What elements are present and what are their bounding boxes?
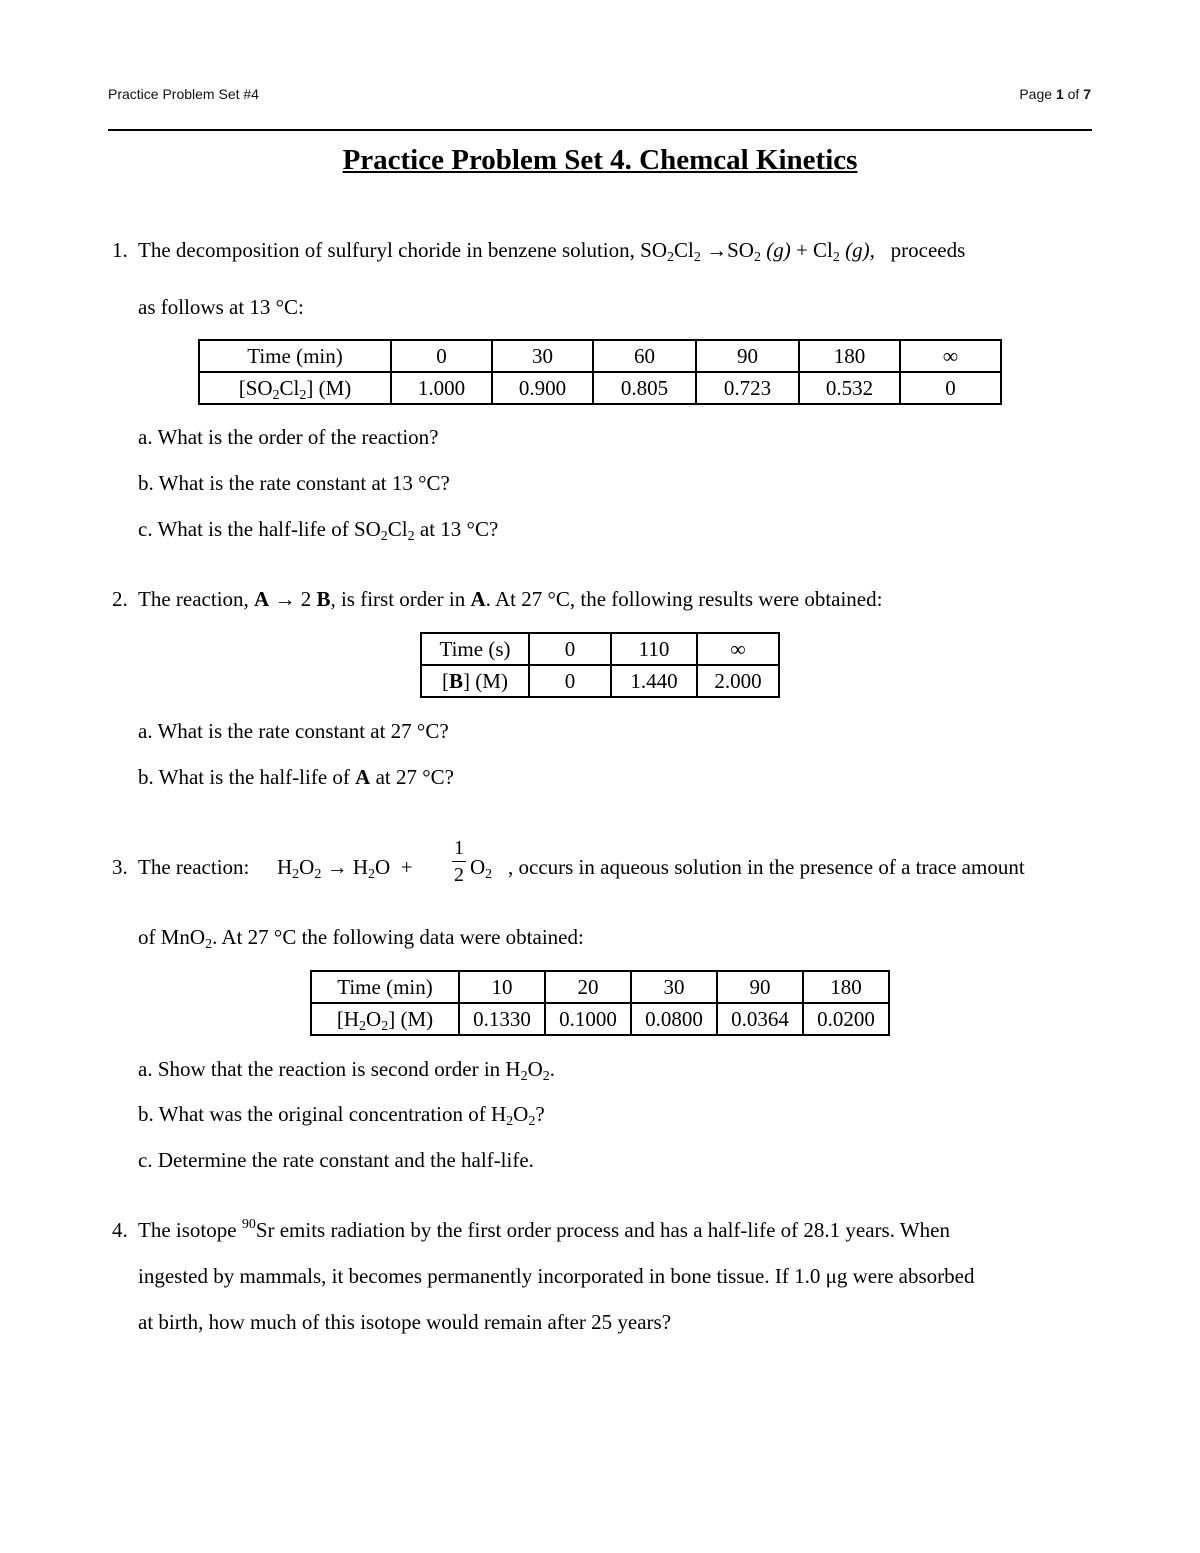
q3-fraction: $\frac{1}{2}$ — [454, 837, 464, 886]
table-header-cell: $[SO_2Cl_2]$ (M) — [199, 372, 391, 404]
of-word: of — [1067, 86, 1080, 102]
q3-statement-pre: The reaction: — [138, 855, 250, 879]
table-cell: 180 — [803, 971, 889, 1003]
table-cell: 30 — [631, 971, 717, 1003]
q1-proceeds: proceeds — [890, 238, 966, 262]
table-cell: 90 — [717, 971, 803, 1003]
table-cell: 110 — [611, 633, 697, 665]
table-cell: 0 — [900, 372, 1001, 404]
q2-statement: The reaction, A → 2 B, is first order in A. At 27 °C, the following results were obtained: — [138, 587, 883, 611]
q3-oxygen: $O_2$ — [470, 855, 493, 882]
q2-part-a: a. What is the rate constant at 27 °C? — [138, 719, 449, 743]
table-header-cell: Time (min) — [199, 340, 391, 372]
table-row — [421, 633, 779, 665]
q3-part-c: c. Determine the rate constant and the half-life. — [138, 1148, 534, 1172]
table-cell: 30 — [492, 340, 593, 372]
table-cell: ∞ — [900, 340, 1001, 372]
table-cell: 0.900 — [492, 372, 593, 404]
q3-part-a: a. Show that the reaction is second order in $H_2O_2$. — [138, 1057, 555, 1084]
q4-number: 4. — [112, 1218, 128, 1242]
page-total: 7 — [1083, 86, 1091, 102]
table-header-cell: Time (s) — [421, 633, 529, 665]
table-cell: 0.723 — [696, 372, 799, 404]
table-cell: 0 — [391, 340, 492, 372]
page-number: 1 — [1055, 86, 1064, 102]
q1-equation: $SO_2Cl_2 \to SO_2$ $(g) + Cl_2$ (g), — [640, 238, 875, 265]
q1-part-b: b. What is the rate constant at 13 °C? — [138, 471, 450, 495]
table-cell: 0.805 — [593, 372, 696, 404]
q4-line-2: ingested by mammals, it becomes permanently incorporated in bone tissue. If 1.0 μg were absorbed — [138, 1264, 975, 1288]
table-row — [421, 665, 779, 697]
q4-line-1: The isotope $^{90}$Sr emits radiation by the first order process and has a half-life of 28.1 years. When — [138, 1217, 950, 1242]
table-cell: ∞ — [697, 633, 779, 665]
table-cell: 60 — [593, 340, 696, 372]
q2-part-b: b. What is the half-life of A at 27 °C? — [138, 765, 454, 789]
table-cell: 0 — [529, 633, 611, 665]
table-cell: 1.000 — [391, 372, 492, 404]
q2-number: 2. — [112, 587, 128, 611]
table-cell: 0.532 — [799, 372, 900, 404]
q3-part-b: b. What was the original concentration of $H_2O_2$? — [138, 1102, 545, 1129]
table-cell: 0.0364 — [717, 1003, 803, 1035]
q4-line-3: at birth, how much of this isotope would remain after 25 years? — [138, 1310, 672, 1334]
q3-data-table — [310, 970, 890, 1036]
q1-intro: The decomposition of sulfuryl choride in benzene solution, — [138, 238, 635, 262]
running-header-title: Practice Problem Set #4 — [108, 86, 259, 102]
table-header-cell: [B] (M) — [421, 665, 529, 697]
q1-data-table — [198, 339, 1002, 405]
q1-statement — [138, 238, 966, 265]
q3-statement-post: , occurs in aqueous solution in the presence of a trace amount — [508, 855, 1025, 879]
q1-number: 1. — [112, 238, 128, 262]
table-row — [311, 1003, 889, 1035]
table-cell: 1.440 — [611, 665, 697, 697]
q1-continuation: as follows at 13 °C: — [138, 295, 304, 319]
q1-part-a: a. What is the order of the reaction? — [138, 425, 439, 449]
page-title: Practice Problem Set 4. Chemcal Kinetics — [342, 144, 858, 176]
header-rule — [108, 129, 1092, 131]
table-cell: 180 — [799, 340, 900, 372]
page-word: Page — [1019, 86, 1053, 102]
table-cell: 0.1000 — [545, 1003, 631, 1035]
table-cell: 90 — [696, 340, 799, 372]
table-row — [199, 340, 1001, 372]
table-cell: 0 — [529, 665, 611, 697]
table-row — [199, 372, 1001, 404]
q2-data-table — [420, 632, 780, 698]
table-cell: 2.000 — [697, 665, 779, 697]
table-cell: 0.1330 — [459, 1003, 545, 1035]
page-indicator — [1019, 86, 1091, 102]
q3-number: 3. — [112, 855, 128, 879]
table-row — [311, 971, 889, 1003]
q1-part-c: c. What is the half-life of $SO_2Cl_2$ at 13 °C? — [138, 517, 499, 544]
table-header-cell: Time (min) — [311, 971, 459, 1003]
table-cell: 20 — [545, 971, 631, 1003]
q3-continuation: of MnO$_2$. At 27 °C the following data were obtained: — [138, 925, 584, 952]
table-cell: 0.0800 — [631, 1003, 717, 1035]
q3-equation-left: $H_2O_2 \to H_2O$ + — [277, 855, 413, 882]
table-cell: 10 — [459, 971, 545, 1003]
table-header-cell: $[H_2O_2]$ (M) — [311, 1003, 459, 1035]
table-cell: 0.0200 — [803, 1003, 889, 1035]
